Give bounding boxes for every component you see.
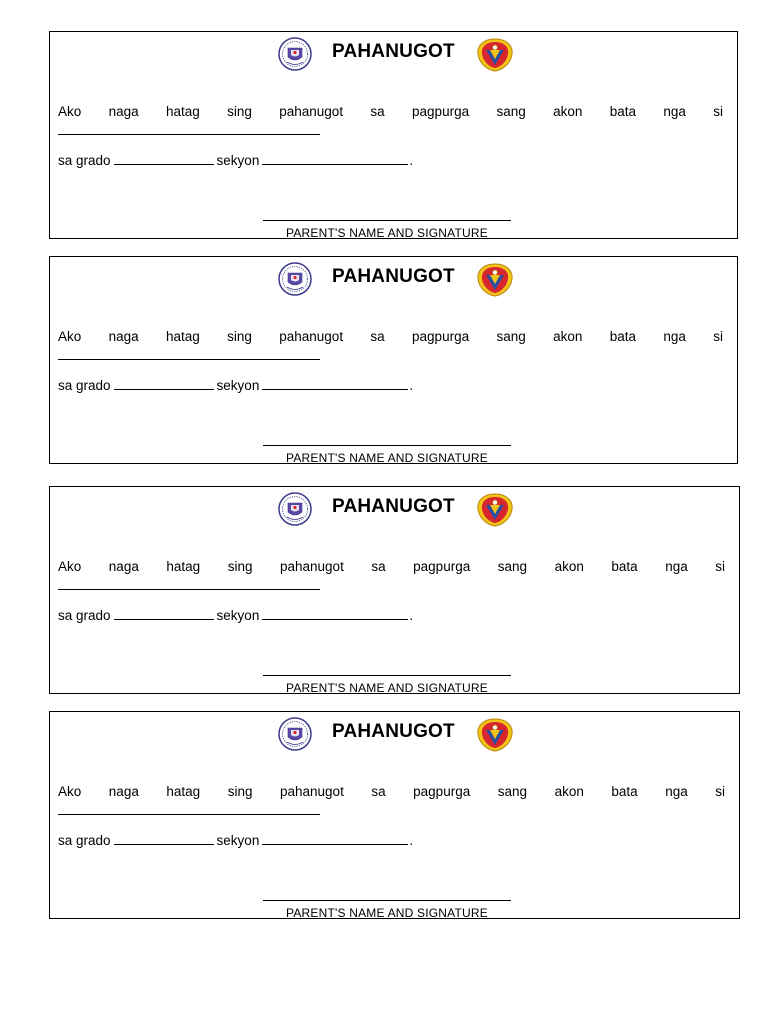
slip-title: PAHANUGOT — [332, 41, 455, 62]
school-emblem-icon — [475, 492, 515, 528]
consent-slip — [49, 711, 740, 919]
deped-seal-icon — [278, 492, 312, 526]
child-name-blank[interactable] — [58, 579, 320, 590]
signature-blank[interactable] — [263, 890, 511, 901]
statement-word: Ako — [58, 784, 82, 799]
statement-word: akon — [553, 329, 583, 344]
slip-title: PAHANUGOT — [332, 721, 455, 742]
statement-word: pagpurga — [413, 559, 471, 574]
deped-seal-icon — [278, 37, 312, 71]
statement-word: pahanugot — [279, 329, 344, 344]
statement-word: pahanugot — [280, 784, 344, 799]
statement-word: sang — [497, 559, 528, 574]
statement-word: Ako — [58, 104, 82, 119]
statement-word: bata — [611, 784, 638, 799]
statement-word: pahanugot — [280, 559, 344, 574]
deped-seal-icon — [278, 262, 312, 296]
grade-section-line — [58, 607, 413, 623]
grade-label: sa grado — [58, 833, 111, 848]
signature-label: PARENT'S NAME AND SIGNATURE — [286, 451, 488, 464]
grade-section-line — [58, 152, 413, 168]
statement-word: bata — [609, 104, 636, 119]
end-mark: . — [409, 378, 414, 393]
grade-label: sa grado — [58, 378, 111, 393]
statement-word: pagpurga — [412, 104, 470, 119]
end-mark: . — [409, 608, 414, 623]
section-label: sekyon — [216, 833, 260, 848]
statement-word: sa — [370, 329, 385, 344]
signature-blank[interactable] — [263, 435, 511, 446]
end-mark: . — [409, 153, 414, 168]
statement-word: sa — [370, 104, 385, 119]
child-name-blank[interactable] — [58, 124, 320, 135]
consent-statement — [58, 559, 725, 574]
statement-word: bata — [611, 559, 638, 574]
statement-word: hatag — [166, 329, 200, 344]
slip-header — [50, 261, 737, 297]
grade-label: sa grado — [58, 153, 111, 168]
statement-word: sing — [227, 784, 253, 799]
statement-word: si — [715, 784, 725, 799]
consent-statement — [58, 329, 723, 344]
section-label: sekyon — [216, 378, 260, 393]
signature-label: PARENT'S NAME AND SIGNATURE — [286, 906, 488, 919]
statement-word: si — [715, 559, 725, 574]
consent-statement — [58, 784, 725, 799]
school-emblem-icon — [475, 717, 515, 753]
consent-slip — [49, 256, 738, 464]
consent-statement — [58, 104, 723, 119]
school-emblem-icon — [475, 37, 515, 73]
grade-blank[interactable] — [114, 377, 214, 390]
end-mark: . — [409, 833, 414, 848]
slip-title: PAHANUGOT — [332, 496, 455, 517]
section-blank[interactable] — [262, 607, 408, 620]
statement-word: nga — [665, 559, 688, 574]
statement-word: akon — [554, 784, 584, 799]
grade-blank[interactable] — [114, 152, 214, 165]
statement-word: bata — [609, 329, 636, 344]
grade-section-line — [58, 832, 413, 848]
statement-word: hatag — [166, 104, 200, 119]
signature-label: PARENT'S NAME AND SIGNATURE — [286, 226, 488, 239]
section-blank[interactable] — [262, 152, 408, 165]
slip-header — [50, 491, 739, 527]
consent-slip — [49, 31, 738, 239]
statement-word: naga — [108, 104, 139, 119]
statement-word: naga — [108, 559, 139, 574]
statement-word: sa — [371, 559, 386, 574]
statement-word: sang — [496, 329, 526, 344]
section-blank[interactable] — [262, 832, 408, 845]
statement-word: naga — [108, 329, 139, 344]
school-emblem-icon — [475, 262, 515, 298]
statement-word: sa — [371, 784, 386, 799]
statement-word: si — [713, 104, 723, 119]
signature-blank[interactable] — [263, 210, 511, 221]
grade-label: sa grado — [58, 608, 111, 623]
slip-header — [50, 716, 739, 752]
statement-word: nga — [665, 784, 688, 799]
statement-word: akon — [554, 559, 584, 574]
consent-slip — [49, 486, 740, 694]
slip-title: PAHANUGOT — [332, 266, 455, 287]
statement-word: Ako — [58, 559, 82, 574]
child-name-blank[interactable] — [58, 804, 320, 815]
section-blank[interactable] — [262, 377, 408, 390]
signature-blank[interactable] — [263, 665, 511, 676]
statement-word: nga — [663, 329, 686, 344]
statement-word: sing — [227, 559, 253, 574]
deped-seal-icon — [278, 717, 312, 751]
signature-label: PARENT'S NAME AND SIGNATURE — [286, 681, 488, 694]
statement-word: si — [713, 329, 723, 344]
statement-word: nga — [663, 104, 686, 119]
child-name-blank[interactable] — [58, 349, 320, 360]
statement-word: pagpurga — [413, 784, 471, 799]
statement-word: sang — [496, 104, 526, 119]
grade-blank[interactable] — [114, 832, 214, 845]
statement-word: sing — [227, 329, 252, 344]
slip-header — [50, 36, 737, 72]
statement-word: akon — [553, 104, 583, 119]
section-label: sekyon — [216, 608, 260, 623]
statement-word: hatag — [166, 784, 201, 799]
statement-word: naga — [108, 784, 139, 799]
grade-section-line — [58, 377, 413, 393]
statement-word: hatag — [166, 559, 201, 574]
statement-word: pahanugot — [279, 104, 344, 119]
statement-word: Ako — [58, 329, 82, 344]
statement-word: sang — [497, 784, 528, 799]
grade-blank[interactable] — [114, 607, 214, 620]
section-label: sekyon — [216, 153, 260, 168]
statement-word: sing — [227, 104, 252, 119]
statement-word: pagpurga — [412, 329, 470, 344]
